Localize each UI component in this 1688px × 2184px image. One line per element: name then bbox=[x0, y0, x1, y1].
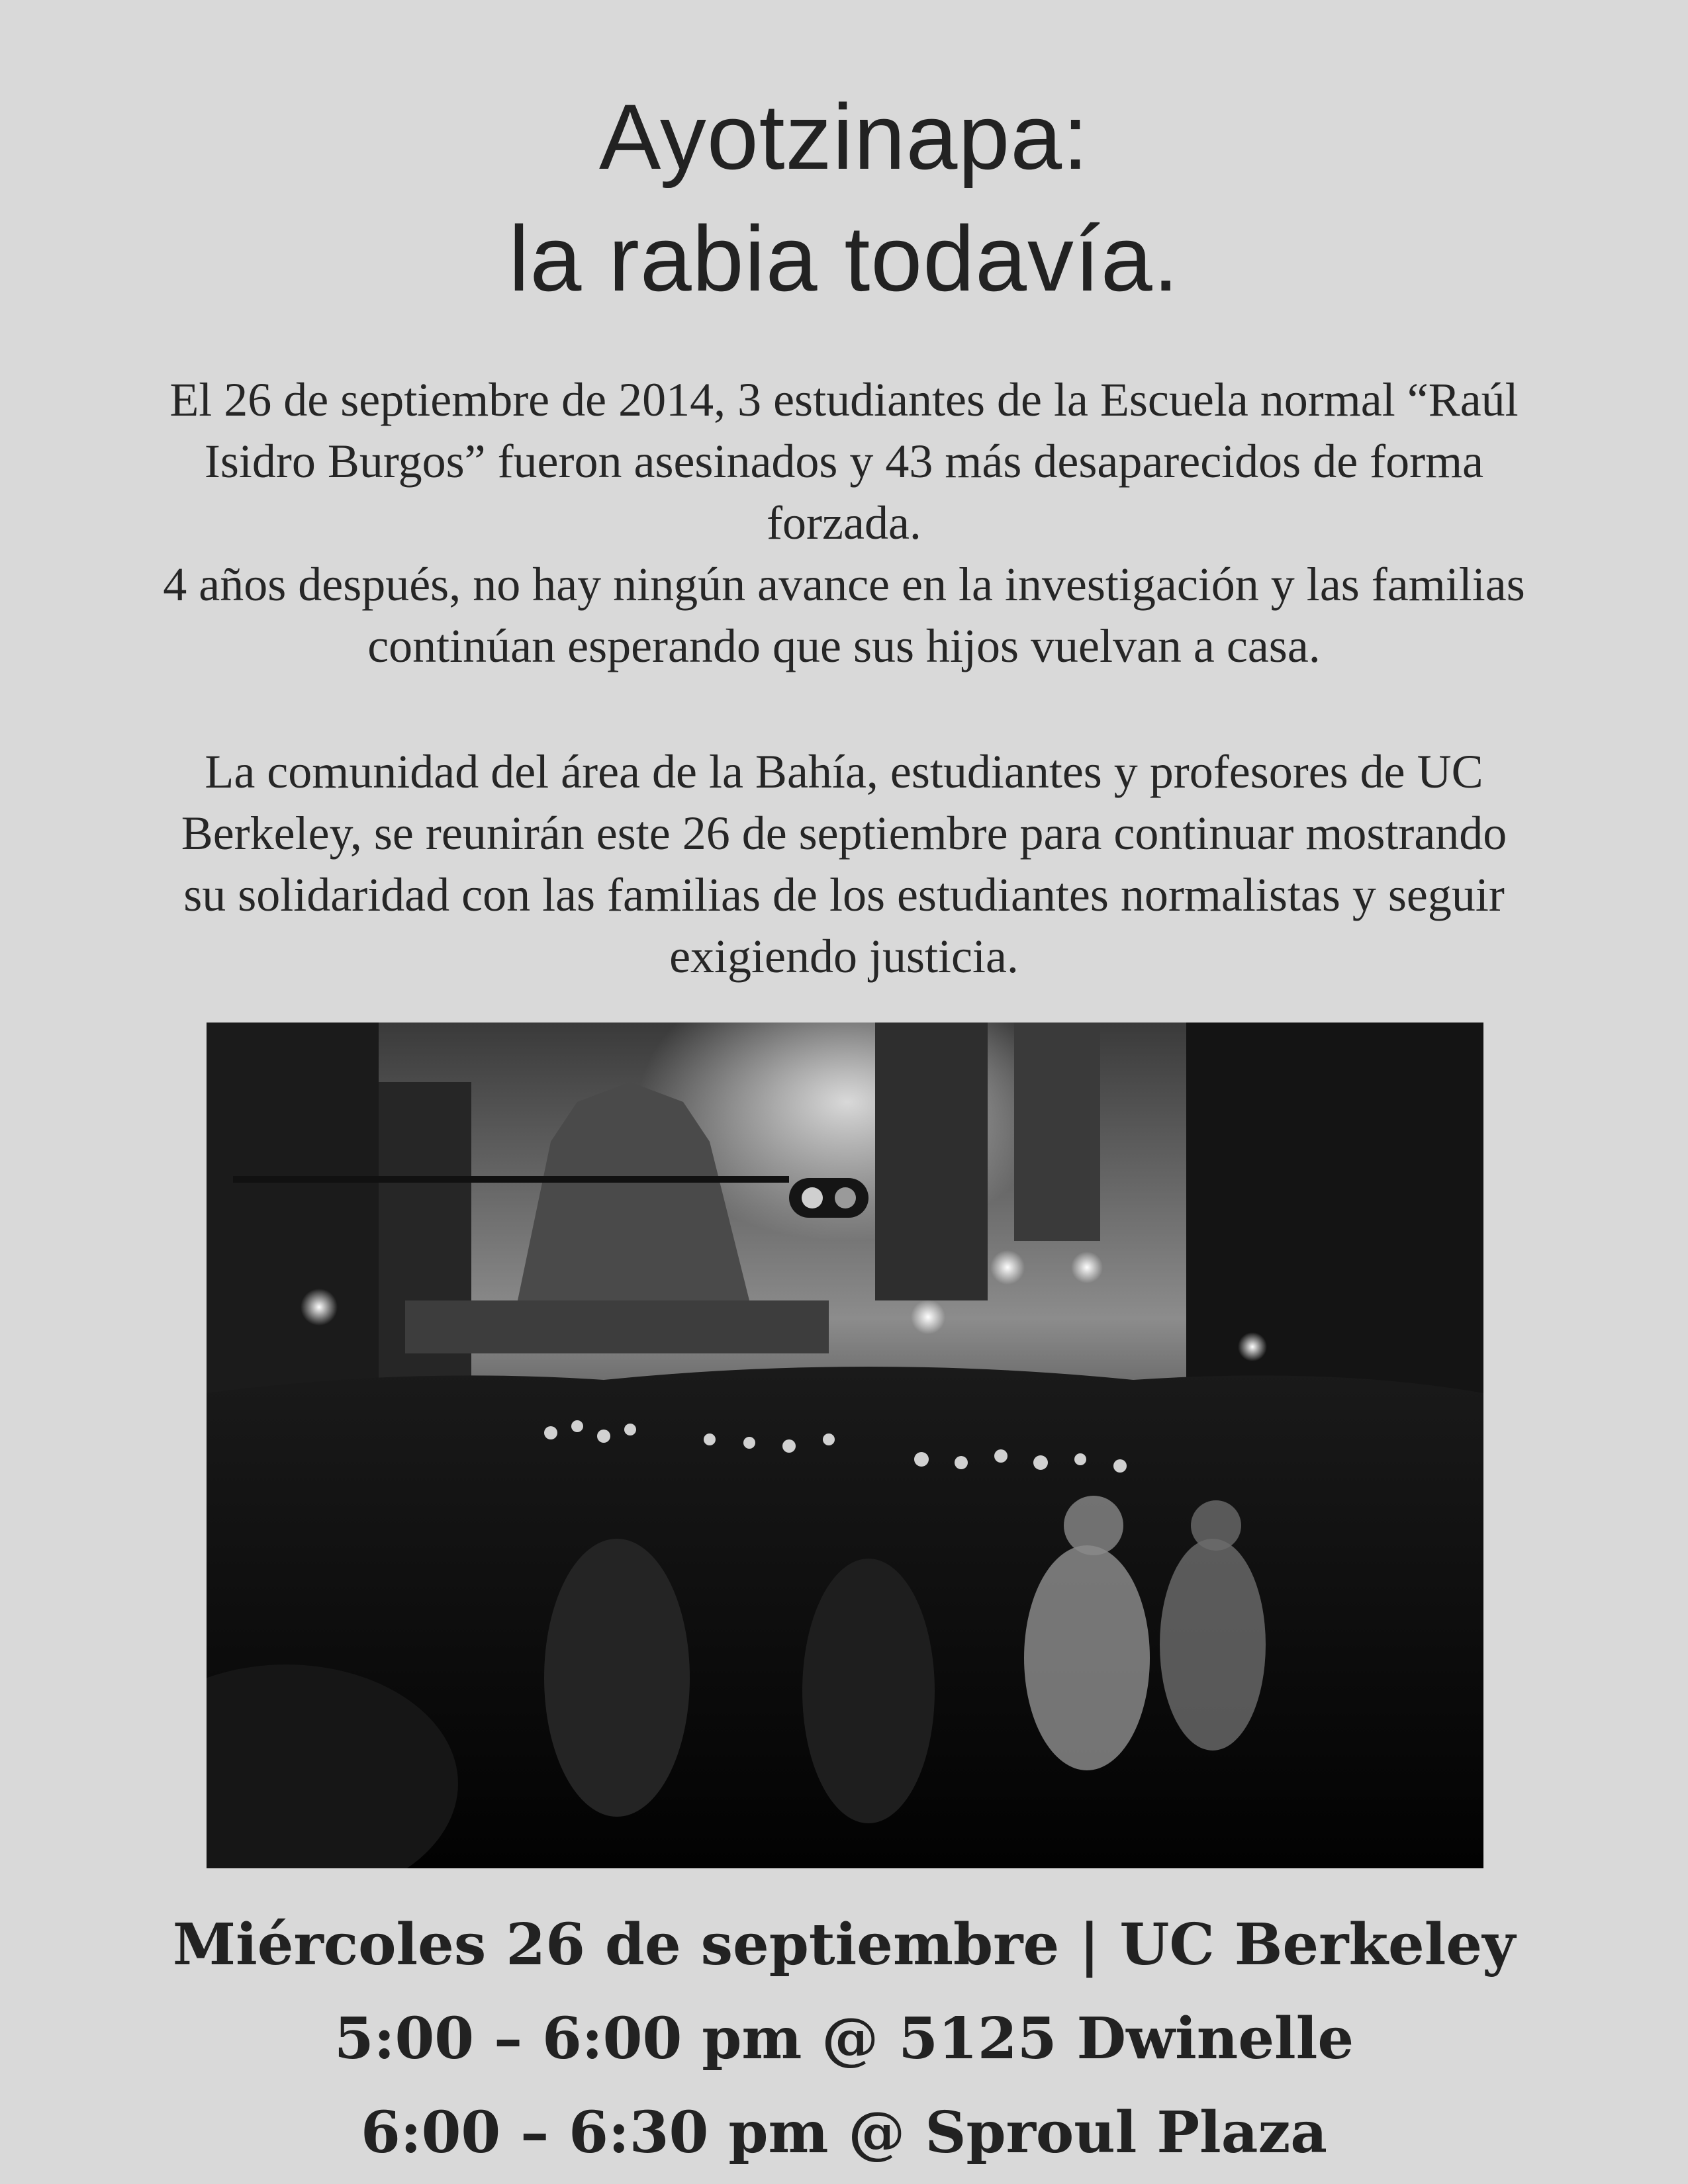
intro-line-4: 4 años después, no hay ningún avance en la investigación y las familias bbox=[163, 558, 1525, 611]
event-time-line-1: 5:00 – 6:00 pm @ 5125 Dwinelle bbox=[334, 2005, 1354, 2072]
photo-trees-right bbox=[1186, 1023, 1483, 1433]
photo-lamp bbox=[911, 1300, 945, 1334]
photo-monument-base bbox=[405, 1300, 829, 1353]
community-paragraph bbox=[13, 741, 1675, 987]
intro-line-3: forzada. bbox=[767, 496, 921, 549]
community-line-4: exigiendo justicia. bbox=[669, 930, 1019, 983]
event-details bbox=[0, 1898, 1688, 2180]
photo-lamp bbox=[990, 1250, 1025, 1285]
photo-figure bbox=[544, 1539, 690, 1817]
photo-tower-center bbox=[875, 1023, 988, 1300]
photo-figure bbox=[1024, 1545, 1150, 1770]
community-line-1: La comunidad del área de la Bahía, estudiantes y profesores de UC bbox=[205, 745, 1483, 798]
photo-light-pole bbox=[233, 1176, 789, 1183]
community-line-3: su solidaridad con las familias de los estudiantes normalistas y seguir bbox=[183, 868, 1505, 921]
event-time-line-2: 6:00 – 6:30 pm @ Sproul Plaza bbox=[360, 2099, 1328, 2166]
photo-traffic-light bbox=[789, 1178, 868, 1218]
protest-photo-illustration bbox=[207, 1023, 1483, 1868]
photo-tower-right bbox=[1014, 1023, 1100, 1241]
photo-traffic-light-lamp-2 bbox=[835, 1187, 856, 1208]
photo-figure bbox=[802, 1559, 935, 1823]
community-line-2: Berkeley, se reunirán este 26 de septiembre para continuar mostrando bbox=[181, 807, 1507, 860]
photo-traffic-light-lamp bbox=[802, 1187, 823, 1208]
intro-line-5: continúan esperando que sus hijos vuelvan a casa. bbox=[367, 619, 1321, 672]
photo-figure-head bbox=[1064, 1496, 1123, 1555]
photo-figure bbox=[1160, 1539, 1266, 1751]
protest-photo bbox=[207, 1023, 1483, 1868]
photo-lamp bbox=[301, 1289, 338, 1326]
title-line-1: Ayotzinapa: bbox=[598, 85, 1090, 189]
intro-line-1: El 26 de septiembre de 2014, 3 estudiantes de la Escuela normal “Raúl bbox=[169, 373, 1519, 426]
photo-lamp bbox=[1071, 1251, 1103, 1283]
poster-title bbox=[0, 76, 1688, 320]
intro-paragraph bbox=[13, 369, 1675, 677]
event-date-line: Miércoles 26 de septiembre | UC Berkeley bbox=[172, 1911, 1516, 1978]
photo-lamp bbox=[1238, 1332, 1267, 1361]
photo-figure-head bbox=[1191, 1500, 1241, 1551]
title-line-2: la rabia todavía. bbox=[508, 206, 1180, 310]
intro-line-2: Isidro Burgos” fueron asesinados y 43 más desaparecidos de forma bbox=[204, 435, 1484, 488]
